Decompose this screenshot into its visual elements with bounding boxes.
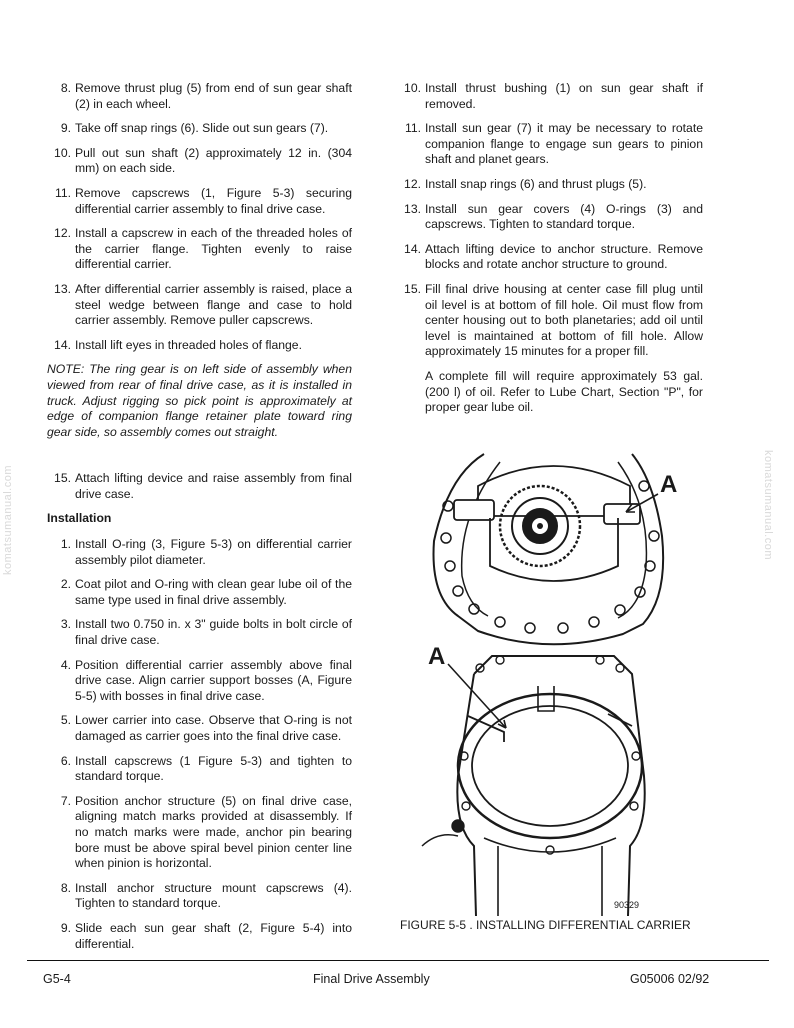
step-number: 15. — [404, 281, 421, 296]
step-text: Fill final drive housing at center case fill plug until oil level is at bottom of fill hole. Oil must flow from center housing out to both planetaries; add oil until level is maintained at bottom of fill hole. Allow approximately 15 minutes for a proper fill. — [425, 281, 703, 359]
step-text: Install anchor structure mount capscrews (4). Tighten to standard torque. — [75, 880, 352, 911]
step-number: 10. — [54, 145, 71, 160]
step-number: 3. — [60, 617, 71, 632]
step-number: 11. — [54, 185, 71, 200]
step-item — [47, 658, 352, 705]
step-number: 8. — [60, 81, 71, 95]
step-number: 8. — [60, 880, 71, 895]
step-text: Position differential carrier assembly above final drive case. Align carrier support bosses (A, Figure 5-5) with bosses in final drive case. — [75, 657, 352, 703]
step-item — [400, 202, 703, 233]
footer-document-code: G05006 02/92 — [630, 972, 710, 986]
step-text: Coat pilot and O-ring with clean gear lube oil of the same type used in final drive assembly. — [75, 577, 352, 607]
step-number: 15. — [54, 471, 71, 486]
step-text: Install sun gear covers (4) O-rings (3) and capscrews. Tighten to standard torque. — [425, 201, 703, 232]
arrow-to-boss-lower — [448, 664, 506, 728]
step-item — [47, 794, 352, 872]
step-number: 2. — [60, 577, 71, 592]
step-item — [47, 471, 352, 502]
step-item — [400, 121, 703, 168]
step-text: Install sun gear (7) it may be necessary to rotate companion flange to engage sun gears to pinion shaft and planet gears. — [425, 121, 703, 167]
step-item — [400, 282, 703, 360]
step-number: 1. — [60, 537, 71, 552]
step-item — [400, 242, 703, 273]
step-text: Remove capscrews (1, Figure 5-3) securing differential carrier assembly to final drive case. — [75, 185, 352, 216]
step-item — [47, 121, 352, 137]
step-item — [400, 81, 703, 112]
callout-a-lower: A — [428, 643, 446, 670]
step-number: 11. — [404, 121, 421, 136]
case-bore — [458, 694, 642, 838]
installation-steps-continued — [400, 81, 703, 360]
step-text: After differential carrier assembly is raised, place a steel wedge between flange and case to hold carrier assembly. Remove puller capscrews. — [75, 281, 352, 328]
step-number: 14. — [54, 337, 71, 352]
watermark-left: komatsumanual.com — [2, 465, 14, 575]
step-text: Attach lifting device to anchor structure. Remove blocks and rotate anchor structure to ground. — [425, 241, 703, 272]
step-number: 9. — [60, 920, 71, 935]
footer-section-title: Final Drive Assembly — [313, 972, 430, 986]
step-item — [47, 713, 352, 744]
left-column — [47, 81, 352, 961]
step-item — [47, 754, 352, 785]
step-number: 12. — [54, 226, 71, 241]
step-item — [47, 537, 352, 568]
differential-carrier-illustration — [418, 446, 682, 916]
step-number: 9. — [60, 121, 71, 136]
step-number: 5. — [60, 713, 71, 728]
step-text: Install lift eyes in threaded holes of flange. — [75, 337, 302, 352]
removal-step-final — [47, 471, 352, 502]
step-number: 4. — [60, 657, 71, 672]
step-item — [47, 338, 352, 354]
figure-caption: FIGURE 5-5 . INSTALLING DIFFERENTIAL CARRIER — [400, 918, 691, 932]
step-item — [47, 881, 352, 912]
step-text: Install two 0.750 in. x 3" guide bolts in bolt circle of final drive case. — [75, 617, 352, 648]
step-text: Slide each sun gear shaft (2, Figure 5-4) into differential. — [75, 920, 352, 951]
step-item — [47, 81, 352, 112]
step-number: 7. — [60, 793, 71, 808]
step-item — [47, 186, 352, 217]
step-text: Lower carrier into case. Observe that O-ring is not damaged as carrier goes into the final drive case. — [75, 713, 352, 743]
footer-page-number: G5-4 — [43, 972, 71, 986]
footer-rule — [27, 960, 769, 961]
installation-steps — [47, 537, 352, 952]
step-number: 12. — [404, 176, 421, 191]
fill-paragraph: A complete fill will require approximately 53 gal. (200 l) of oil. Refer to Lube Chart, Section "P", for proper gear lube oil. — [425, 368, 703, 415]
step-item — [47, 146, 352, 177]
step-text: Take off snap rings (6). Slide out sun gears (7). — [75, 121, 329, 136]
step-text: Position anchor structure (5) on final drive case, aligning match marks provided at disassembly. If no match marks were made, anchor pin bearing bore must be above spiral bevel pinion center line when pinion is horizontal. — [75, 793, 352, 871]
step-item — [47, 617, 352, 648]
step-item — [47, 282, 352, 329]
step-text: Attach lifting device and raise assembly from final drive case. — [75, 471, 352, 501]
step-text: Install O-ring (3, Figure 5-3) on differential carrier assembly pilot diameter. — [75, 537, 352, 567]
step-number: 13. — [404, 201, 421, 216]
step-item — [400, 177, 703, 193]
rigging-note: NOTE: The ring gear is on left side of assembly when viewed from rear of final drive case, as it is installed in truck. Adjust rigging so pick point is approximately at edge of companion flange retainer plate toward ring gear side, so assembly comes out straight. — [47, 362, 352, 439]
step-item — [47, 226, 352, 273]
step-text: Remove thrust plug (5) from end of sun gear shaft (2) in each wheel. — [75, 81, 352, 111]
step-text: Install a capscrew in each of the threaded holes of the carrier flange. Tighten evenly to raise differential carrier. — [75, 226, 352, 272]
step-text: Install thrust bushing (1) on sun gear shaft if removed. — [425, 81, 703, 111]
step-item — [47, 921, 352, 952]
step-text: Pull out sun shaft (2) approximately 12 in. (304 mm) on each side. — [75, 145, 352, 176]
step-text: Install snap rings (6) and thrust plugs (5). — [425, 176, 647, 191]
figure-code: 90329 — [614, 900, 640, 910]
support-boss-left — [454, 500, 494, 520]
step-item — [47, 577, 352, 608]
step-number: 10. — [404, 81, 421, 95]
step-text: Install capscrews (1 Figure 5-3) and tighten to standard torque. — [75, 753, 352, 784]
step-number: 13. — [54, 281, 71, 296]
right-column — [400, 81, 703, 416]
step-number: 6. — [60, 753, 71, 768]
callout-a-upper: A — [660, 471, 678, 498]
carrier-flange-outline — [434, 454, 664, 644]
installation-heading: Installation — [47, 511, 112, 526]
step-number: 14. — [404, 241, 421, 256]
watermark-right: komatsumanual.com — [762, 450, 774, 560]
removal-steps-continued — [47, 81, 352, 353]
